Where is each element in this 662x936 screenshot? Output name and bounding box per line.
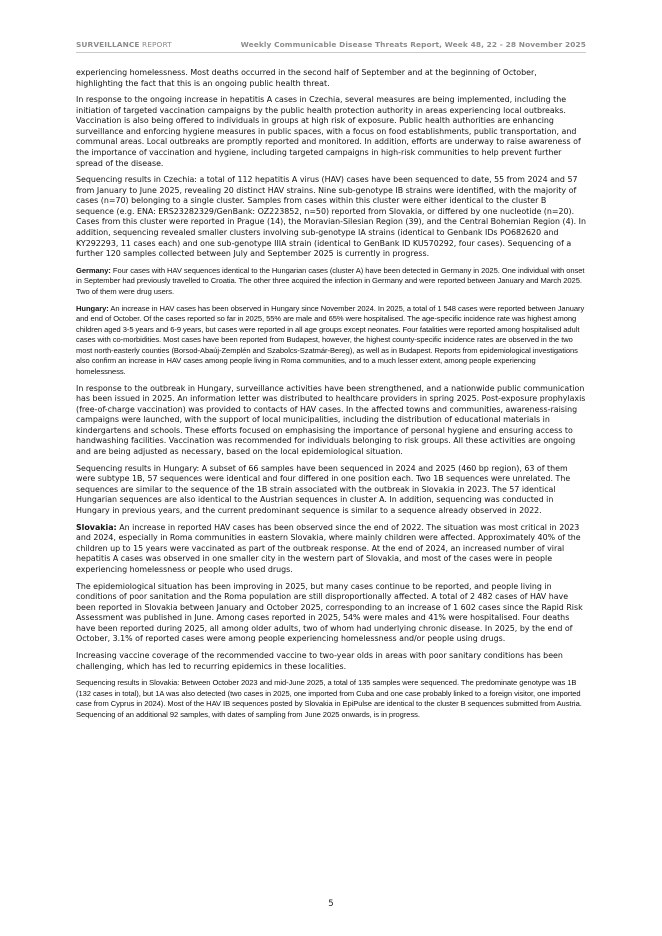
- paragraph-czechia-sequencing: Sequencing results in Czechia: a total of 112 hepatitis A virus (HAV) cases have been sequenced to date, 55 from 2024 and 57 from January to June 2025, revealing 20 distinct HAV strains. Nine sub-genotype IB strains were identified, with the majority of cases (n=70) belonging to a single cluster. Samples from cases within this cluster were either identical to the cluster B sequence (e.g. ENA: ERS23282329/GenBank: OZ223852, n=50) reported from Slovakia, or differed by one nucleotide (n=20). Cases from this cluster were reported in Prague (14), the Moravian-Silesian Region (39), and the Central Bohemian Region (4). In addition, sequencing revealed smaller clusters involving sub-genotype IA strains (identical to Genbank IDs PO682620 and KY292293, 11 cases each) and one sub-genotype IIIA strain (identical to GenBank ID KU570292, four cases). Sequencing of a further 120 samples collected between July and September 2025 is currently in progress.: [76, 175, 587, 259]
- country-label-hungary: Hungary:: [76, 303, 109, 313]
- paragraph-slovakia-situation: The epidemiological situation has been improving in 2025, but many cases continue to be reported, and people living in conditions of poor sanitation and the Roma population are still disproportionally affected. A total of 2 482 cases of HAV have been reported in Slovakia between January and October 2025, corresponding to an increase of 1 602 cases since the Rapid Risk Assessment was published in June. Among cases reported in 2025, 54% were males and 41% were hospitalised. Four deaths have been reported during 2025, all among older adults, two of whom had underlying chronic disease. In 2025, by the end of October, 3.1% of reported cases were among people experiencing homelessness and/or people using drugs.: [76, 581, 583, 644]
- paragraph-czechia-deaths: experiencing homelessness. Most deaths occurred in the second half of September and at the beginning of October, highlighting the fact that this is an ongoing public health threat.: [76, 68, 537, 88]
- country-label-slovakia: Slovakia:: [76, 522, 117, 532]
- paragraph-hungary-response: In response to the outbreak in Hungary, surveillance activities have been strengthened, and a nationwide public communication has been issued in 2025. An information letter was distributed to healthcare providers in spring 2025. Post-exposure prophylaxis (free-of-charge vaccination) was provided to contacts of HAV cases. In the affected towns and communities, awareness-raising campaigns were launched, with the support of local municipalities, including the distribution of educational materials in kindergartens and schools. These efforts focused on emphasising the importance of personal hygiene and ensuring access to handwashing facilities. Vaccination was recommended for individuals belonging to risk groups. All these activities are ongoing and are being adjusted as necessary, based on the local epidemiological situation.: [76, 383, 586, 456]
- paragraph-germany: Germany: Four cases with HAV sequences identical to the Hungarian cases (cluster A) have been detected in Germany in 2025. One individual with onset in September had previously travelled to Croatia. The other three acquired the infection in Germany and were reported between January and March 2025. Two of them were drug users.: [76, 265, 585, 296]
- paragraph-czechia-response: In response to the ongoing increase in hepatitis A cases in Czechia, several measures are being implemented, including the initiation of targeted vaccination campaigns by the public health protection authority in areas experiencing local outbreaks. Vaccination is also being offered to individuals in groups at high risk of exposure. Public health authorities are enhancing surveillance and enforcing hygiene measures in public spaces, with a focus on food establishments, public transportation, and communal areas. Local outbreaks are promptly reported and monitored. In addition, efforts are underway to raise awareness of the importance of vaccination and hygiene, including targeted campaigns in high-risk communities to help prevent further spread of the disease.: [76, 95, 581, 168]
- country-label-germany: Germany:: [76, 265, 111, 275]
- paragraph-slovakia: Slovakia: An increase in reported HAV cases has been observed since the end of 2022. The situation was most critical in 2023 and 2024, especially in Roma communities in eastern Slovakia, where mainly children were affected. Approximately 40% of the children up to 15 years were vaccinated as part of the outbreak response. At the end of 2024, an increased number of viral hepatitis A cases was observed in one smaller city in the western part of Slovakia, and most of the cases were in people experiencing homelessness or people who used drugs.: [76, 522, 581, 574]
- paragraph-hungary: Hungary: An increase in HAV cases has been observed in Hungary since November 2024. In 2025, a total of 1 548 cases were reported between January and end of October. Of the cases reported so far in 2025, 55% are male and 65% were hospitalised. The age-specific incidence rate was highest among children aged 3-5 years and 6-9 years, but cases were reported in all age groups except neonates. Four fatalities were reported among hospitalised adult cases with co-morbidities. Most cases have been reported from Budapest, however, the highest county-specific incidence rates are observed in the two most north-easterly counties (Borsod-Abaúj-Zemplén and Szabolcs-Szatmár-Bereg), as well as in Budapest. Reports from epidemiological investigations also confirm an increase in HAV cases among people living in Roma communities, and to a much lesser extent, among people experiencing homelessness.: [76, 303, 585, 376]
- report-title: Weekly Communicable Disease Threats Report, Week 48, 22 - 28 November 2025: [240, 40, 586, 49]
- paragraph-slovakia-sequencing: Sequencing results in Slovakia: Between October 2023 and mid-June 2025, a total of 135 samples were sequenced. The predominate genotype was 1B (132 cases in total), but 1A was also detected (two cases in 2025, one imported from Cuba and one case probably linked to a foreign visitor, one imported case from Cyprus in 2024). Most of the HAV IB sequences posted by Slovakia in EpiPulse are identical to the cluster B sequences submitted from Austria. Sequencing of an additional 92 samples, with dates of sampling from June 2025 onwards, is in progress.: [76, 678, 582, 719]
- page-number: 5: [328, 899, 334, 909]
- paragraph-slovakia-vaccine: Increasing vaccine coverage of the recommended vaccine to two-year olds in areas with poor sanitary conditions has been challenging, which has led to recurring epidemics in these localities.: [76, 651, 563, 671]
- document-body: [76, 68, 586, 727]
- report-type-label: SURVEILLANCE REPORT: [76, 40, 172, 49]
- page-header: [76, 40, 586, 53]
- paragraph-hungary-sequencing: Sequencing results in Hungary: A subset of 66 samples have been sequenced in 2024 and 2025 (460 bp region), 63 of them were subtype 1B, 57 sequences were identical and four differed in one position each. Two 1B sequences were unrelated. The sequences are similar to the sequence of the 1B strain associated with the outbreak in Slovakia in 2023. The 57 identical Hungarian sequences are also identical to the Austrian sequences in cluster A. In addition, sequencing was conducted in Hungary in previous years, and the current predominant sequence is similar to a sequence already observed in 2022.: [76, 463, 571, 515]
